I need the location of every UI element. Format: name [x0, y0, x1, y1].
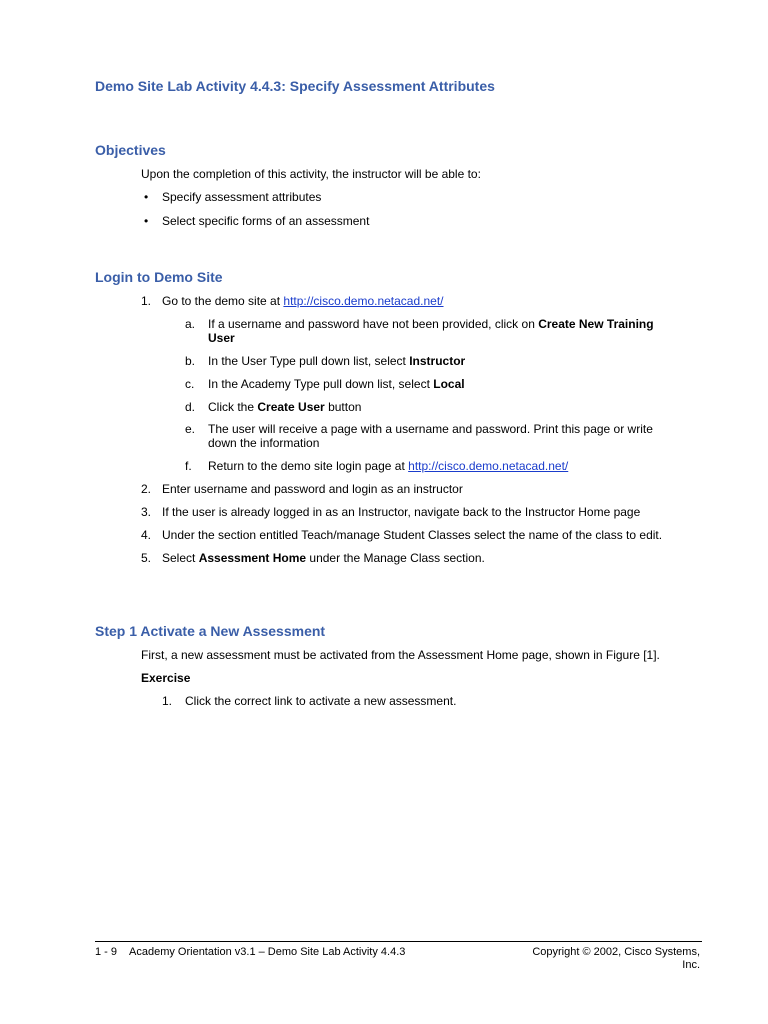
- login-step-3: If the user is already logged in as an Instructor, navigate back to the Instructor Home page: [162, 505, 641, 519]
- step1-text: First, a new assessment must be activated from the Assessment Home page, shown in Figure [1].: [141, 648, 660, 662]
- substep-bold: Create User: [257, 400, 325, 414]
- substep-b: [208, 354, 465, 368]
- demo-site-login-link[interactable]: http://cisco.demo.netacad.net/: [408, 459, 569, 473]
- step-number: 3.: [141, 505, 152, 519]
- substep-bold: Instructor: [409, 354, 466, 368]
- demo-site-link[interactable]: http://cisco.demo.netacad.net/: [283, 294, 444, 308]
- step-number: 4.: [141, 528, 152, 542]
- step-text-post: under the Manage Class section.: [306, 551, 485, 565]
- substep-bold: Local: [433, 377, 465, 391]
- substep-letter: a.: [185, 317, 196, 331]
- page-title: Demo Site Lab Activity 4.4.3: Specify Assessment Attributes: [95, 78, 495, 94]
- step1-heading: Step 1 Activate a New Assessment: [95, 623, 326, 639]
- step-number: 1.: [162, 694, 173, 708]
- footer-page: 1 - 9: [95, 946, 118, 958]
- login-heading: Login to Demo Site: [95, 269, 223, 285]
- login-step-1: [162, 294, 444, 308]
- substep-f: [208, 459, 568, 473]
- objectives-heading: Objectives: [95, 142, 166, 158]
- step-bold: Assessment Home: [198, 551, 307, 565]
- step-number: 1.: [141, 294, 152, 308]
- substep-d: [208, 400, 361, 414]
- substep-text: The user will receive a page with a username and password. Print this page or write: [208, 422, 653, 436]
- bullet-icon: •: [144, 214, 149, 228]
- bullet-icon: •: [144, 190, 149, 204]
- substep-text: Return to the demo site login page at: [208, 459, 409, 473]
- step-text: Select: [162, 551, 199, 565]
- substep-letter: e.: [185, 422, 196, 436]
- substep-letter: c.: [185, 377, 195, 391]
- substep-letter: b.: [185, 354, 196, 368]
- substep-text: If a username and password have not been provided, click on: [208, 317, 539, 331]
- login-step-2: Enter username and password and login as an instructor: [162, 482, 463, 496]
- substep-c: [208, 377, 465, 391]
- login-step-5: [162, 551, 485, 565]
- step-text: Go to the demo site at: [162, 294, 284, 308]
- substep-letter: d.: [185, 400, 196, 414]
- substep-text-line2: down the information: [208, 436, 320, 450]
- substep-bold: Create New Training: [538, 317, 654, 331]
- objective-item: Select specific forms of an assessment: [162, 214, 370, 228]
- footer-course: Academy Orientation v3.1 – Demo Site Lab Activity 4.4.3: [129, 946, 406, 958]
- objective-item: Specify assessment attributes: [162, 190, 322, 204]
- step-number: 2.: [141, 482, 152, 496]
- substep-text: In the User Type pull down list, select: [208, 354, 410, 368]
- substep-text: In the Academy Type pull down list, select: [208, 377, 434, 391]
- substep-bold-line2: User: [208, 331, 235, 345]
- substep-e: [208, 422, 698, 450]
- substep-text: Click the: [208, 400, 258, 414]
- substep-a: [208, 317, 698, 345]
- step-number: 5.: [141, 551, 152, 565]
- footer-divider: [95, 941, 702, 942]
- login-step-4: Under the section entitled Teach/manage Student Classes select the name of the class to edit.: [162, 528, 663, 542]
- objectives-intro: Upon the completion of this activity, the instructor will be able to:: [141, 167, 481, 181]
- exercise-item: Click the correct link to activate a new assessment.: [185, 694, 457, 708]
- footer-copyright: Copyright © 2002, Cisco Systems, Inc.: [532, 946, 700, 971]
- substep-letter: f.: [185, 459, 192, 473]
- substep-text-post: button: [324, 400, 362, 414]
- exercise-label: Exercise: [141, 671, 191, 685]
